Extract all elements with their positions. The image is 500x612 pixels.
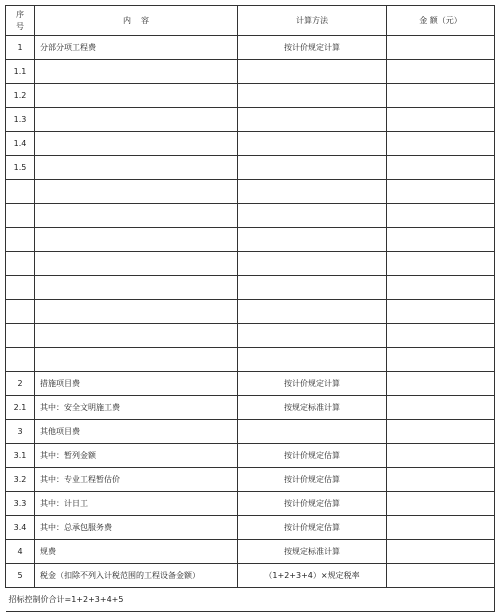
- row-amount: [387, 372, 495, 396]
- table-row: [6, 492, 495, 516]
- row-content: 其中：专业工程暂估价: [35, 468, 238, 492]
- table-row: [6, 108, 495, 132]
- row-amount: [387, 36, 495, 60]
- header-amount: 金 额（元）: [387, 6, 495, 36]
- row-serial-number: [6, 276, 35, 300]
- row-amount: [387, 84, 495, 108]
- table-row: [6, 468, 495, 492]
- header-calculation-method: 计算方法: [238, 6, 387, 36]
- row-content: [35, 180, 238, 204]
- row-calculation-method: [238, 252, 387, 276]
- row-amount: [387, 276, 495, 300]
- row-calculation-method: [238, 108, 387, 132]
- table-row: [6, 300, 495, 324]
- row-content: [35, 348, 238, 372]
- row-calculation-method: 按计价规定估算: [238, 492, 387, 516]
- table-row: [6, 228, 495, 252]
- row-content: 其中：计日工: [35, 492, 238, 516]
- header-content: 内容: [35, 6, 238, 36]
- row-content: [35, 84, 238, 108]
- table-row: [6, 204, 495, 228]
- row-amount: [387, 468, 495, 492]
- table-row: [6, 516, 495, 540]
- row-serial-number: [6, 252, 35, 276]
- cost-summary-sheet: [5, 5, 494, 612]
- row-amount: [387, 324, 495, 348]
- row-calculation-method: [238, 60, 387, 84]
- table-row: [6, 420, 495, 444]
- row-calculation-method: 按计价规定计算: [238, 36, 387, 60]
- row-amount: [387, 252, 495, 276]
- row-serial-number: 1.5: [6, 156, 35, 180]
- row-serial-number: [6, 300, 35, 324]
- table-row: [6, 84, 495, 108]
- row-content: 其他项目费: [35, 420, 238, 444]
- row-serial-number: 3.3: [6, 492, 35, 516]
- row-serial-number: 1.3: [6, 108, 35, 132]
- row-amount: [387, 396, 495, 420]
- row-amount: [387, 300, 495, 324]
- table-row: [6, 324, 495, 348]
- row-serial-number: [6, 348, 35, 372]
- table-row: [6, 180, 495, 204]
- row-content: 分部分项工程费: [35, 36, 238, 60]
- table-row: [6, 396, 495, 420]
- row-serial-number: 2: [6, 372, 35, 396]
- total-row: [6, 588, 495, 612]
- row-amount: [387, 180, 495, 204]
- row-content: [35, 204, 238, 228]
- row-calculation-method: [238, 180, 387, 204]
- row-amount: [387, 348, 495, 372]
- total-formula: 招标控制价合计=1+2+3+4+5: [6, 588, 495, 612]
- row-calculation-method: [238, 204, 387, 228]
- cost-summary-table: [5, 5, 495, 612]
- row-serial-number: 2.1: [6, 396, 35, 420]
- row-content: [35, 60, 238, 84]
- row-amount: [387, 420, 495, 444]
- table-row: [6, 348, 495, 372]
- header-serial-line2: 号: [16, 21, 24, 31]
- row-serial-number: [6, 180, 35, 204]
- row-calculation-method: [238, 84, 387, 108]
- row-calculation-method: 按计价规定计算: [238, 372, 387, 396]
- row-serial-number: 1.1: [6, 60, 35, 84]
- row-content: [35, 108, 238, 132]
- table-row: [6, 36, 495, 60]
- row-calculation-method: [238, 132, 387, 156]
- row-serial-number: 4: [6, 540, 35, 564]
- row-serial-number: 1.2: [6, 84, 35, 108]
- row-calculation-method: 按计价规定估算: [238, 444, 387, 468]
- row-amount: [387, 540, 495, 564]
- header-row: [6, 6, 495, 36]
- row-calculation-method: [238, 348, 387, 372]
- row-amount: [387, 156, 495, 180]
- row-serial-number: 3.1: [6, 444, 35, 468]
- row-serial-number: 5: [6, 564, 35, 588]
- row-calculation-method: 按规定标准计算: [238, 540, 387, 564]
- row-content: [35, 228, 238, 252]
- row-amount: [387, 108, 495, 132]
- row-amount: [387, 60, 495, 84]
- table-row: [6, 132, 495, 156]
- row-calculation-method: [238, 324, 387, 348]
- row-serial-number: 1.4: [6, 132, 35, 156]
- table-row: [6, 156, 495, 180]
- row-content: [35, 156, 238, 180]
- table-row: [6, 276, 495, 300]
- row-amount: [387, 228, 495, 252]
- table-row: [6, 60, 495, 84]
- row-serial-number: 1: [6, 36, 35, 60]
- row-content: [35, 252, 238, 276]
- row-content: 其中：总承包服务费: [35, 516, 238, 540]
- row-amount: [387, 204, 495, 228]
- row-serial-number: 3.2: [6, 468, 35, 492]
- table-row: [6, 372, 495, 396]
- row-amount: [387, 492, 495, 516]
- row-amount: [387, 516, 495, 540]
- row-calculation-method: [238, 228, 387, 252]
- row-calculation-method: 按规定标准计算: [238, 396, 387, 420]
- row-content: [35, 324, 238, 348]
- row-serial-number: [6, 204, 35, 228]
- row-content: 其中：安全文明施工费: [35, 396, 238, 420]
- row-content: 规费: [35, 540, 238, 564]
- row-amount: [387, 564, 495, 588]
- row-calculation-method: [238, 156, 387, 180]
- row-serial-number: [6, 228, 35, 252]
- row-amount: [387, 444, 495, 468]
- row-calculation-method: [238, 276, 387, 300]
- table-row: [6, 540, 495, 564]
- table-row: [6, 564, 495, 588]
- row-calculation-method: [238, 420, 387, 444]
- header-serial-line1: 序: [16, 9, 24, 19]
- row-content: 其中：暂列金额: [35, 444, 238, 468]
- row-serial-number: [6, 324, 35, 348]
- row-content: 税金（扣除不列入计税范围的工程设备金额）: [35, 564, 238, 588]
- row-amount: [387, 132, 495, 156]
- row-content: [35, 132, 238, 156]
- row-calculation-method: [238, 300, 387, 324]
- row-serial-number: 3.4: [6, 516, 35, 540]
- row-content: [35, 276, 238, 300]
- row-calculation-method: 按计价规定估算: [238, 468, 387, 492]
- row-content: 措施项目费: [35, 372, 238, 396]
- header-serial-number: [6, 6, 35, 36]
- row-content: [35, 300, 238, 324]
- row-serial-number: 3: [6, 420, 35, 444]
- table-row: [6, 252, 495, 276]
- row-calculation-method: 按计价规定估算: [238, 516, 387, 540]
- table-row: [6, 444, 495, 468]
- row-calculation-method: （1+2+3+4）×规定税率: [238, 564, 387, 588]
